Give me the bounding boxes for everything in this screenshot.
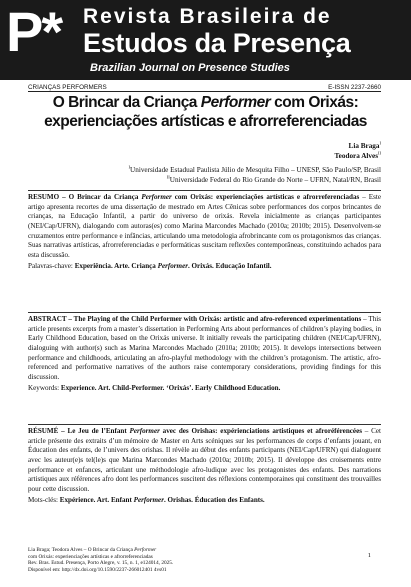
abstract-keywords — [28, 384, 381, 394]
resumo-head-b: com Orixás: experienciações artísticas e afrorreferenciadas — [171, 193, 360, 201]
kw-a: Expérience. Art. Enfant — [59, 495, 134, 504]
kw-b: . Orixás. Educação Infantil. — [187, 261, 272, 270]
header-rule — [28, 91, 381, 92]
resumo-body: – Este artigo apresenta recortes de uma dissertação de mestrado em Artes Cênicas sobre performances dos corpos brincantes de crianças, na Educação Infantil, a partir do universo de orixás. Revela inicialmente as crianças participantes (NEI/Cap/UFRN), dialogando com autoras(es) como Marina Marcondes Machado (2010a; 2010b; 2015). Desenvolvem-se cruzamentos entre performance e infâncias, articulando uma metodologia afrobrincante com os protagonismos das crianças. Suas narrativas artísticas, afrorreferenciadas e performáticas suscitam reflexões contemporâneas, constituindo achados para esta discussão. — [28, 193, 381, 259]
article-title — [20, 93, 391, 131]
journal-logo: P* — [6, 0, 62, 63]
resumo-head-a: RESUMO – O Brincar da Criança — [28, 193, 142, 201]
kw-values: Experience. Art. Child-Performer. ‘Orixás’. Early Childhood Education. — [60, 383, 281, 392]
journal-masthead — [0, 0, 411, 80]
abstract-head: ABSTRACT – The Playing of the Child Performer with Orixás: artistic and afro-referenced experimentations — [28, 315, 362, 323]
author-affil-mark: II — [378, 150, 381, 156]
footer-line2: com Orixás: experienciações artísticas e afrorreferenciadas — [28, 553, 153, 560]
divider — [28, 312, 381, 313]
footer-line4: Disponível em: http://dx.doi.org/10.1590/2237-266012401 4vs01 — [28, 566, 167, 573]
title-line1-em: Performer — [200, 94, 271, 111]
abstract-body: – This article presents excerpts from a master’s dissertation in Performing Arts about performances of children’s playing bodies, in Early Childhood Education, based on the Orixás universe. It initially reveals the participating children (NEI/Cap/UFRN), dialoguing with author(s) such as Marina Marcondes Machado (2010a; 2010b; 2015). It develops intersections between performance and childhoods, articulating an afro-playful methodology with the children’s protagonism. The artistic, afro-referenced and performative narratives of the authors raise contemporary considerations, providing findings for this discussion. — [28, 315, 382, 381]
journal-subtitle: Brazilian Journal on Presence Studies — [90, 62, 290, 74]
resumo-block — [28, 193, 381, 271]
footer-line1 — [28, 547, 173, 554]
footer-line1-em: Performer — [134, 547, 157, 553]
kw-em: Performer — [157, 261, 188, 270]
journal-title-line2: Estudos da Presença — [83, 28, 351, 58]
resume-body: – Cet article présente des extraits d’un mémoire de Master en Arts scéniques sur les performances de corps d’enfants jouant, en Éducation des enfants, de l’univers des orishas. Il révèle au début des enfants participants (NEI/Cap/UFRN) qui dialoguent avec les auteur(e)s tel(le)s que Marina Marcondes Machado (2010a; 2010b; 2015). Il développe des croisements entre performance et enfances, articulant une méthodologie afro-ludique avec les protagonistes des enfants. Des narrations artistiques aux références afro dont les performances suscitent des réflexions contemporaines qui constituent des trouvailles pour cette discussion. — [28, 427, 381, 493]
author-name: Teodora Alves — [334, 151, 378, 160]
title-line1-a: O Brincar da Criança — [52, 94, 201, 111]
author-affil-mark: I — [379, 140, 381, 146]
kw-b: . Orishas. Éducation des Enfants. — [163, 495, 265, 504]
footer-line3: Rev. Bras. Estud. Presença, Porto Alegre, v. 15, n. 1, e124014, 2025. — [28, 560, 174, 566]
page-number: 1 — [367, 552, 371, 559]
issn-label: E-ISSN 2237-2660 — [328, 84, 381, 91]
affiliation-list — [129, 166, 381, 185]
divider — [28, 190, 381, 191]
footer-line1-a: Lia Braga; Teodora Alves – O Brincar da Criança — [28, 547, 135, 553]
resume-head-em: Performer — [129, 427, 160, 435]
affil-mark: II — [166, 174, 170, 180]
author — [335, 142, 381, 152]
citation-footer — [28, 547, 173, 573]
resume-head-a: RÉSUMÉ – Le Jeu de l’Enfant — [28, 427, 130, 435]
author-name: Lia Braga — [348, 142, 380, 150]
resumo-text — [28, 193, 381, 261]
affil-mark: I — [128, 164, 131, 170]
affiliation — [129, 176, 381, 186]
author-list — [335, 142, 381, 161]
kw-a: Experiência. Arte. Criança — [74, 261, 158, 270]
kw-label: Palavras-chave: — [28, 261, 75, 270]
abstract-text — [28, 315, 381, 383]
abstract-block — [28, 315, 381, 393]
journal-title-line1: Revista Brasileira de — [83, 5, 332, 28]
resume-keywords — [28, 496, 381, 506]
divider — [28, 424, 381, 425]
resume-text — [28, 427, 381, 495]
resumo-keywords — [28, 262, 381, 272]
resumo-head-em: Performer — [141, 193, 172, 201]
title-line1-b: com Orixás: — [270, 94, 359, 111]
section-label: CRIANÇAS PERFORMERS — [28, 84, 107, 91]
kw-em: Performer — [133, 495, 164, 504]
resume-head-b: avec des Orishas: expérienciations artistiques et afroréférencées — [159, 427, 362, 435]
title-line2: experienciações artísticas e afrorreferenciadas — [44, 113, 367, 130]
affil-text: Universidade Estadual Paulista Júlio de Mesquita Filho – UNESP, São Paulo/SP, Brasil — [130, 166, 381, 174]
kw-label: Mots-clés: — [28, 495, 60, 504]
author — [335, 152, 381, 162]
affil-text: Universidade Federal do Rio Grande do Norte – UFRN, Natal/RN, Brasil — [169, 175, 381, 184]
kw-label: Keywords: — [28, 383, 61, 392]
resume-block — [28, 427, 381, 505]
